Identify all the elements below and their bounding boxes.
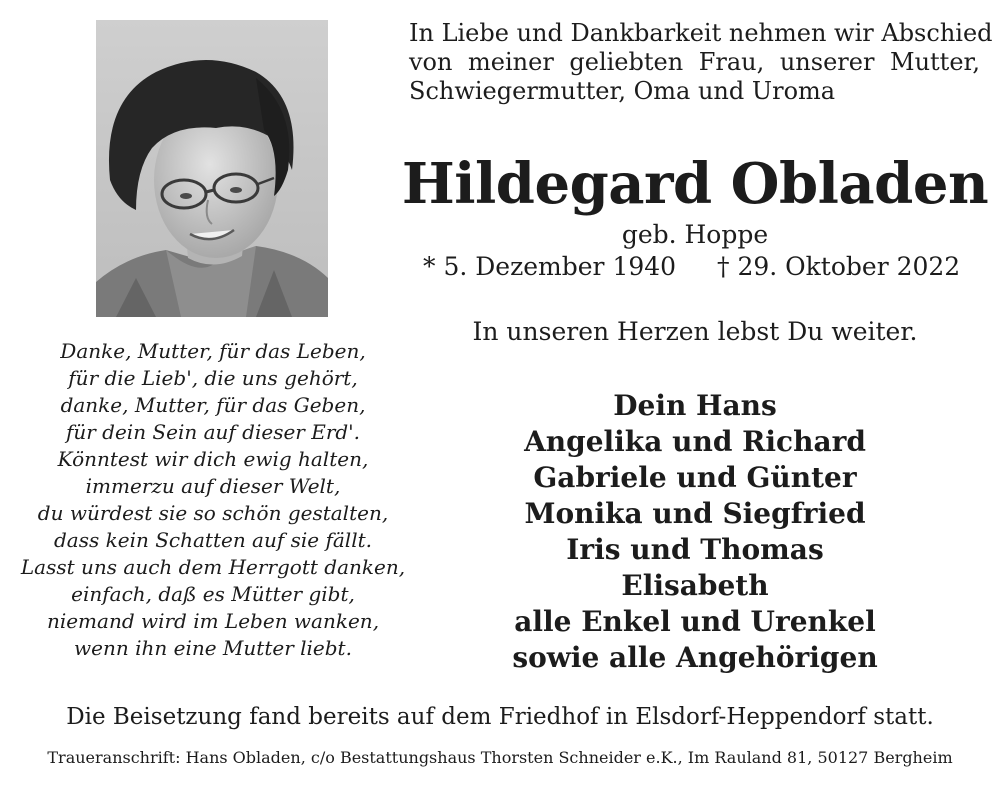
poem-line: für dein Sein auf dieser Erd'. xyxy=(65,420,361,444)
death-date: † 29. Oktober 2022 xyxy=(717,252,961,281)
family-list xyxy=(395,388,995,676)
poem-line: immerzu auf dieser Welt, xyxy=(85,474,341,498)
family-member: Angelika und Richard xyxy=(524,425,866,458)
family-member: Iris und Thomas xyxy=(566,533,824,566)
birth-date: * 5. Dezember 1940 xyxy=(423,252,677,281)
deceased-name: Hildegard Obladen xyxy=(401,151,989,217)
intro-line: von meiner geliebten Frau, unserer Mutter, xyxy=(409,48,980,76)
portrait-photo xyxy=(96,20,328,317)
poem-line: für die Lieb', die uns gehört, xyxy=(68,366,358,390)
poem-line: Könntest wir dich ewig halten, xyxy=(57,447,369,471)
poem-line: Lasst uns auch dem Herrgott danken, xyxy=(20,555,406,579)
poem-line: niemand wird im Leben wanken, xyxy=(46,609,380,633)
portrait-image xyxy=(96,20,328,317)
family-member: Gabriele und Günter xyxy=(533,461,857,494)
poem xyxy=(10,338,416,662)
poem-line: dass kein Schatten auf sie fällt. xyxy=(54,528,372,552)
family-member: Dein Hans xyxy=(613,389,777,422)
intro-text xyxy=(409,19,993,106)
poem-line: einfach, daß es Mütter gibt, xyxy=(71,582,355,606)
intro-line: In Liebe und Dankbarkeit nehmen wir Abschied xyxy=(409,19,993,47)
maiden-name: geb. Hoppe xyxy=(621,220,769,249)
poem-line: danke, Mutter, für das Geben, xyxy=(60,393,366,417)
mourning-address: Traueranschrift: Hans Obladen, c/o Bestattungshaus Thorsten Schneider e.K., Im Rauland 81, 50127 Bergheim xyxy=(47,748,953,767)
poem-line: du würdest sie so schön gestalten, xyxy=(37,501,389,525)
family-member: alle Enkel und Urenkel xyxy=(514,605,876,638)
intro-line: Schwiegermutter, Oma und Uroma xyxy=(409,77,836,105)
family-member: sowie alle Angehörigen xyxy=(512,641,878,674)
family-member: Elisabeth xyxy=(621,569,769,602)
poem-line: Danke, Mutter, für das Leben, xyxy=(60,339,366,363)
burial-notice: Die Beisetzung fand bereits auf dem Friedhof in Elsdorf-Heppendorf statt. xyxy=(66,704,934,730)
poem-line: wenn ihn eine Mutter liebt. xyxy=(74,636,352,660)
motto: In unseren Herzen lebst Du weiter. xyxy=(472,317,918,346)
family-member: Monika und Siegfried xyxy=(524,497,866,530)
